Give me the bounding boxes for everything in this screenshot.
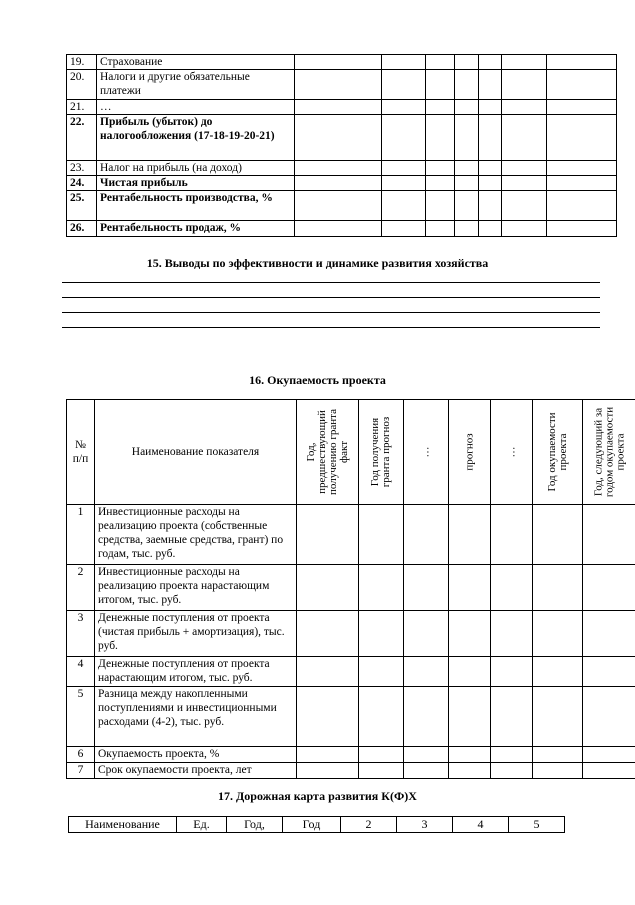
empty-cell[interactable] (491, 505, 533, 565)
empty-cell[interactable] (404, 763, 449, 779)
empty-cell[interactable] (382, 176, 426, 191)
empty-cell[interactable] (297, 565, 359, 611)
empty-cell[interactable] (382, 100, 426, 115)
empty-cell[interactable] (359, 565, 404, 611)
col-header-next-year: Год, следующий за годом окупаемости проекта (583, 400, 635, 505)
row-label: Страхование (97, 55, 295, 70)
row-label: Рентабельность производства, % (97, 191, 295, 221)
empty-cell[interactable] (426, 55, 455, 70)
empty-cell[interactable] (479, 55, 502, 70)
row-label: Прибыль (убыток) до налогообложения (17-18-19-20-21) (97, 115, 295, 161)
empty-cell[interactable] (491, 747, 533, 763)
empty-cell[interactable] (426, 100, 455, 115)
col-header-grant-year: Год получения гранта прогноз (359, 400, 404, 505)
table-row (67, 100, 617, 115)
row-number: 23. (67, 161, 97, 176)
empty-cell[interactable] (382, 115, 426, 161)
empty-cell[interactable] (479, 161, 502, 176)
empty-cell[interactable] (502, 161, 547, 176)
row-number: 2 (67, 565, 95, 611)
answer-line (62, 297, 600, 298)
row-number: 24. (67, 176, 97, 191)
empty-cell[interactable] (455, 70, 479, 100)
table-row (67, 176, 617, 191)
empty-cell[interactable] (583, 565, 635, 611)
empty-cell[interactable] (404, 611, 449, 657)
roadmap-header-cell: 5 (509, 817, 565, 833)
empty-cell[interactable] (449, 687, 491, 747)
empty-cell[interactable] (502, 221, 547, 237)
empty-cell[interactable] (547, 176, 617, 191)
empty-cell[interactable] (547, 100, 617, 115)
empty-cell[interactable] (382, 161, 426, 176)
empty-cell[interactable] (479, 70, 502, 100)
empty-cell[interactable] (533, 657, 583, 687)
empty-cell[interactable] (491, 657, 533, 687)
empty-cell[interactable] (455, 191, 479, 221)
col-header-payback-year: Год окупаемости проекта (533, 400, 583, 505)
empty-cell[interactable] (547, 161, 617, 176)
empty-cell[interactable] (382, 70, 426, 100)
row-label: Чистая прибыль (97, 176, 295, 191)
empty-cell[interactable] (491, 565, 533, 611)
empty-cell[interactable] (479, 176, 502, 191)
empty-cell[interactable] (502, 55, 547, 70)
empty-cell[interactable] (583, 747, 635, 763)
empty-cell[interactable] (295, 161, 382, 176)
empty-cell[interactable] (533, 611, 583, 657)
empty-cell[interactable] (455, 55, 479, 70)
col-header-name: Наименование показателя (95, 400, 297, 505)
empty-cell[interactable] (455, 100, 479, 115)
row-label: Налоги и другие обязательные платежи (97, 70, 295, 100)
empty-cell[interactable] (359, 611, 404, 657)
row-number: 3 (67, 611, 95, 657)
empty-cell[interactable] (502, 100, 547, 115)
table-row (67, 115, 617, 161)
table-row (67, 221, 617, 237)
table-row (67, 611, 635, 657)
empty-cell[interactable] (297, 763, 359, 779)
row-label: Налог на прибыль (на доход) (97, 161, 295, 176)
financial-results-table (66, 54, 617, 237)
empty-cell[interactable] (382, 191, 426, 221)
answer-line (62, 312, 600, 313)
empty-cell[interactable] (583, 611, 635, 657)
empty-cell[interactable] (502, 191, 547, 221)
empty-cell[interactable] (449, 611, 491, 657)
empty-cell[interactable] (502, 115, 547, 161)
roadmap-table (68, 816, 565, 833)
payback-table (66, 399, 635, 779)
empty-cell[interactable] (502, 176, 547, 191)
empty-cell[interactable] (547, 221, 617, 237)
empty-cell[interactable] (404, 657, 449, 687)
table-row (67, 747, 635, 763)
empty-cell[interactable] (547, 115, 617, 161)
empty-cell[interactable] (455, 161, 479, 176)
empty-cell[interactable] (404, 687, 449, 747)
roadmap-header-cell: 2 (341, 817, 397, 833)
empty-cell[interactable] (449, 763, 491, 779)
empty-cell[interactable] (426, 221, 455, 237)
col-header-ellipsis-2: … (491, 400, 533, 505)
row-number: 26. (67, 221, 97, 237)
empty-cell[interactable] (426, 176, 455, 191)
empty-cell[interactable] (382, 221, 426, 237)
section-16-title: 16. Окупаемость проекта (249, 373, 386, 387)
empty-cell[interactable] (491, 763, 533, 779)
col-header-prev-year: Год, предшествующий получению гранта факт (297, 400, 359, 505)
empty-cell[interactable] (583, 505, 635, 565)
row-number: 4 (67, 657, 95, 687)
empty-cell[interactable] (583, 763, 635, 779)
empty-cell[interactable] (583, 687, 635, 747)
table-row (67, 70, 617, 100)
roadmap-header-cell: Год, (227, 817, 283, 833)
row-number: 22. (67, 115, 97, 161)
empty-cell[interactable] (479, 115, 502, 161)
roadmap-header-cell: 4 (453, 817, 509, 833)
empty-cell[interactable] (359, 763, 404, 779)
empty-cell[interactable] (426, 161, 455, 176)
row-label: Денежные поступления от проекта (чистая прибыль + амортизация), тыс. руб. (95, 611, 297, 657)
empty-cell[interactable] (533, 687, 583, 747)
col-header-forecast: прогноз (449, 400, 491, 505)
empty-cell[interactable] (455, 221, 479, 237)
empty-cell[interactable] (404, 747, 449, 763)
row-label: Разница между накопленными поступлениями и инвестиционными расходами (4-2), тыс. руб. (95, 687, 297, 747)
empty-cell[interactable] (449, 747, 491, 763)
table-row (67, 657, 635, 687)
empty-cell[interactable] (449, 657, 491, 687)
roadmap-header-cell: Год (283, 817, 341, 833)
empty-cell[interactable] (426, 70, 455, 100)
empty-cell[interactable] (297, 747, 359, 763)
row-number: 19. (67, 55, 97, 70)
empty-cell[interactable] (455, 176, 479, 191)
empty-cell[interactable] (295, 176, 382, 191)
row-label: Денежные поступления от проекта нарастающим итогом, тыс. руб. (95, 657, 297, 687)
empty-cell[interactable] (359, 747, 404, 763)
roadmap-header-cell: Наименование (69, 817, 177, 833)
empty-cell[interactable] (583, 657, 635, 687)
empty-cell[interactable] (533, 763, 583, 779)
empty-cell[interactable] (382, 55, 426, 70)
empty-cell[interactable] (359, 505, 404, 565)
row-number: 5 (67, 687, 95, 747)
empty-cell[interactable] (297, 687, 359, 747)
empty-cell[interactable] (491, 611, 533, 657)
section-15-title: 15. Выводы по эффективности и динамике развития хозяйства (146, 256, 489, 270)
table-row (67, 505, 635, 565)
row-label: Рентабельность продаж, % (97, 221, 295, 237)
answer-line (62, 327, 600, 328)
empty-cell[interactable] (295, 115, 382, 161)
table-row (67, 565, 635, 611)
empty-cell[interactable] (547, 191, 617, 221)
empty-cell[interactable] (449, 565, 491, 611)
empty-cell[interactable] (547, 70, 617, 100)
row-number: 25. (67, 191, 97, 221)
row-number: 6 (67, 747, 95, 763)
empty-cell[interactable] (295, 100, 382, 115)
table-row (67, 763, 635, 779)
table-row (67, 55, 617, 70)
row-number: 21. (67, 100, 97, 115)
roadmap-header-cell: Ед. (177, 817, 227, 833)
empty-cell[interactable] (533, 565, 583, 611)
answer-line (62, 282, 600, 283)
empty-cell[interactable] (295, 191, 382, 221)
row-label: Инвестиционные расходы на реализацию проекта нарастающим итогом, тыс. руб. (95, 565, 297, 611)
section-17-title: 17. Дорожная карта развития К(Ф)Х (218, 789, 417, 803)
roadmap-header-cell: 3 (397, 817, 453, 833)
empty-cell[interactable] (479, 100, 502, 115)
row-number: 1 (67, 505, 95, 565)
empty-cell[interactable] (297, 657, 359, 687)
row-label: Инвестиционные расходы на реализацию проекта (собственные средства, заемные средства, грант) по годам, тыс. руб. (95, 505, 297, 565)
empty-cell[interactable] (297, 611, 359, 657)
empty-cell[interactable] (404, 565, 449, 611)
col-header-ellipsis: … (404, 400, 449, 505)
empty-cell[interactable] (547, 55, 617, 70)
table-row (67, 687, 635, 747)
empty-cell[interactable] (359, 687, 404, 747)
empty-cell[interactable] (455, 115, 479, 161)
row-number: 7 (67, 763, 95, 779)
empty-cell[interactable] (404, 505, 449, 565)
empty-cell[interactable] (479, 191, 502, 221)
empty-cell[interactable] (295, 221, 382, 237)
table-row (67, 191, 617, 221)
row-label: Срок окупаемости проекта, лет (95, 763, 297, 779)
empty-cell[interactable] (297, 505, 359, 565)
empty-cell[interactable] (295, 70, 382, 100)
empty-cell[interactable] (533, 747, 583, 763)
empty-cell[interactable] (359, 657, 404, 687)
empty-cell[interactable] (491, 687, 533, 747)
row-label: … (97, 100, 295, 115)
row-number: 20. (67, 70, 97, 100)
empty-cell[interactable] (295, 55, 382, 70)
empty-cell[interactable] (426, 115, 455, 161)
empty-cell[interactable] (426, 191, 455, 221)
empty-cell[interactable] (479, 221, 502, 237)
table-row (67, 161, 617, 176)
empty-cell[interactable] (502, 70, 547, 100)
empty-cell[interactable] (533, 505, 583, 565)
col-header-num: № п/п (67, 400, 95, 505)
row-label: Окупаемость проекта, % (95, 747, 297, 763)
empty-cell[interactable] (449, 505, 491, 565)
